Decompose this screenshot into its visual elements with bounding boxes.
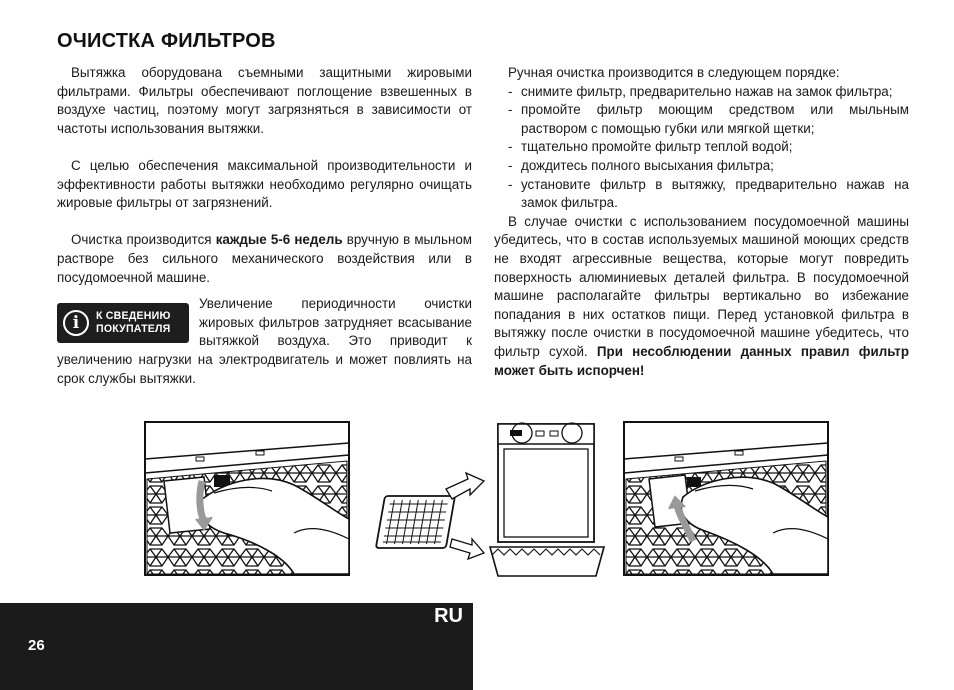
warning-bold: При несоблюдении данных правил фильтр может быть испорчен! <box>494 343 909 378</box>
left-column <box>57 64 472 388</box>
dishwasher-illustration <box>360 421 606 579</box>
page-title: ОЧИСТКА ФИЛЬТРОВ <box>57 30 276 52</box>
paragraph-performance: С целью обеспечения максимальной производительности и эффективности работы вытяжки необходимо регулярно очищать жировые фильтры от загрязнений. <box>57 157 472 211</box>
paragraph-filters-intro: Вытяжка оборудована съемными защитными жировыми фильтрами. Фильтры обеспечивают поглощение взвешенных в воздухе частиц, поэтому могут загрязняться в зависимости от частоты использования вытяжки. <box>57 65 472 136</box>
dishwasher-text: В случае очистки с использованием посудомоечной машины убедитесь, что в состав используемых машиной моющих средств не входят агрессивные вещества, которые могут повредить поверхность алюминиевых деталей фильтра. В посудомоечной машине располагайте фильтры вертикально во избежание попадания в них остатков пищи. Перед установкой фильтра в вытяжку после очистки в посудомоечной машине убедитесь, что фильтр сухой. <box>494 213 909 359</box>
cleaning-steps-list <box>494 83 909 213</box>
frequency-bold: каждые 5-6 недель <box>215 232 343 248</box>
right-column <box>494 64 909 380</box>
frequency-text-before: Очистка производится <box>71 232 216 248</box>
paragraph-cleaning-frequency <box>57 231 472 287</box>
badge-label <box>96 310 171 336</box>
remove-filter-illustration <box>144 421 350 576</box>
manual-cleaning-intro: Ручная очистка производится в следующем порядке: <box>508 65 840 80</box>
buyer-info-badge <box>57 303 189 343</box>
frequency-text-after: вручную в мыльном растворе без сильного механического воздействия или в посудомоечной машине. <box>57 232 472 285</box>
list-item: - тщательно промойте фильтр теплой водой; <box>494 138 909 157</box>
note-text: Увеличение периодичности очистки жировых фильтров затрудняет всасывание вытяжкой воздуха. Это приводит к увеличению нагрузки на электродвигатель и может повлиять на срок службы вытяжки. <box>57 296 472 386</box>
page-number: 26 <box>28 637 45 654</box>
badge-line-1: К СВЕДЕНИЮ <box>96 310 171 323</box>
buyer-note <box>57 295 472 388</box>
install-filter-illustration <box>623 421 829 576</box>
info-icon: i <box>63 310 89 336</box>
list-item: - промойте фильтр моющим средством или мыльным раствором с помощью губки или мягкой щетки; <box>494 101 909 138</box>
badge-line-2: ПОКУПАТЕЛЯ <box>96 323 171 336</box>
dishwasher-paragraph <box>494 213 909 380</box>
language-code: RU <box>434 605 463 627</box>
page-footer <box>0 603 473 690</box>
list-item: - установите фильтр в вытяжку, предварительно нажав на замок фильтра. <box>494 176 909 213</box>
list-item: - дождитесь полного высыхания фильтра; <box>494 157 909 176</box>
list-item: - снимите фильтр, предварительно нажав на замок фильтра; <box>494 83 909 102</box>
